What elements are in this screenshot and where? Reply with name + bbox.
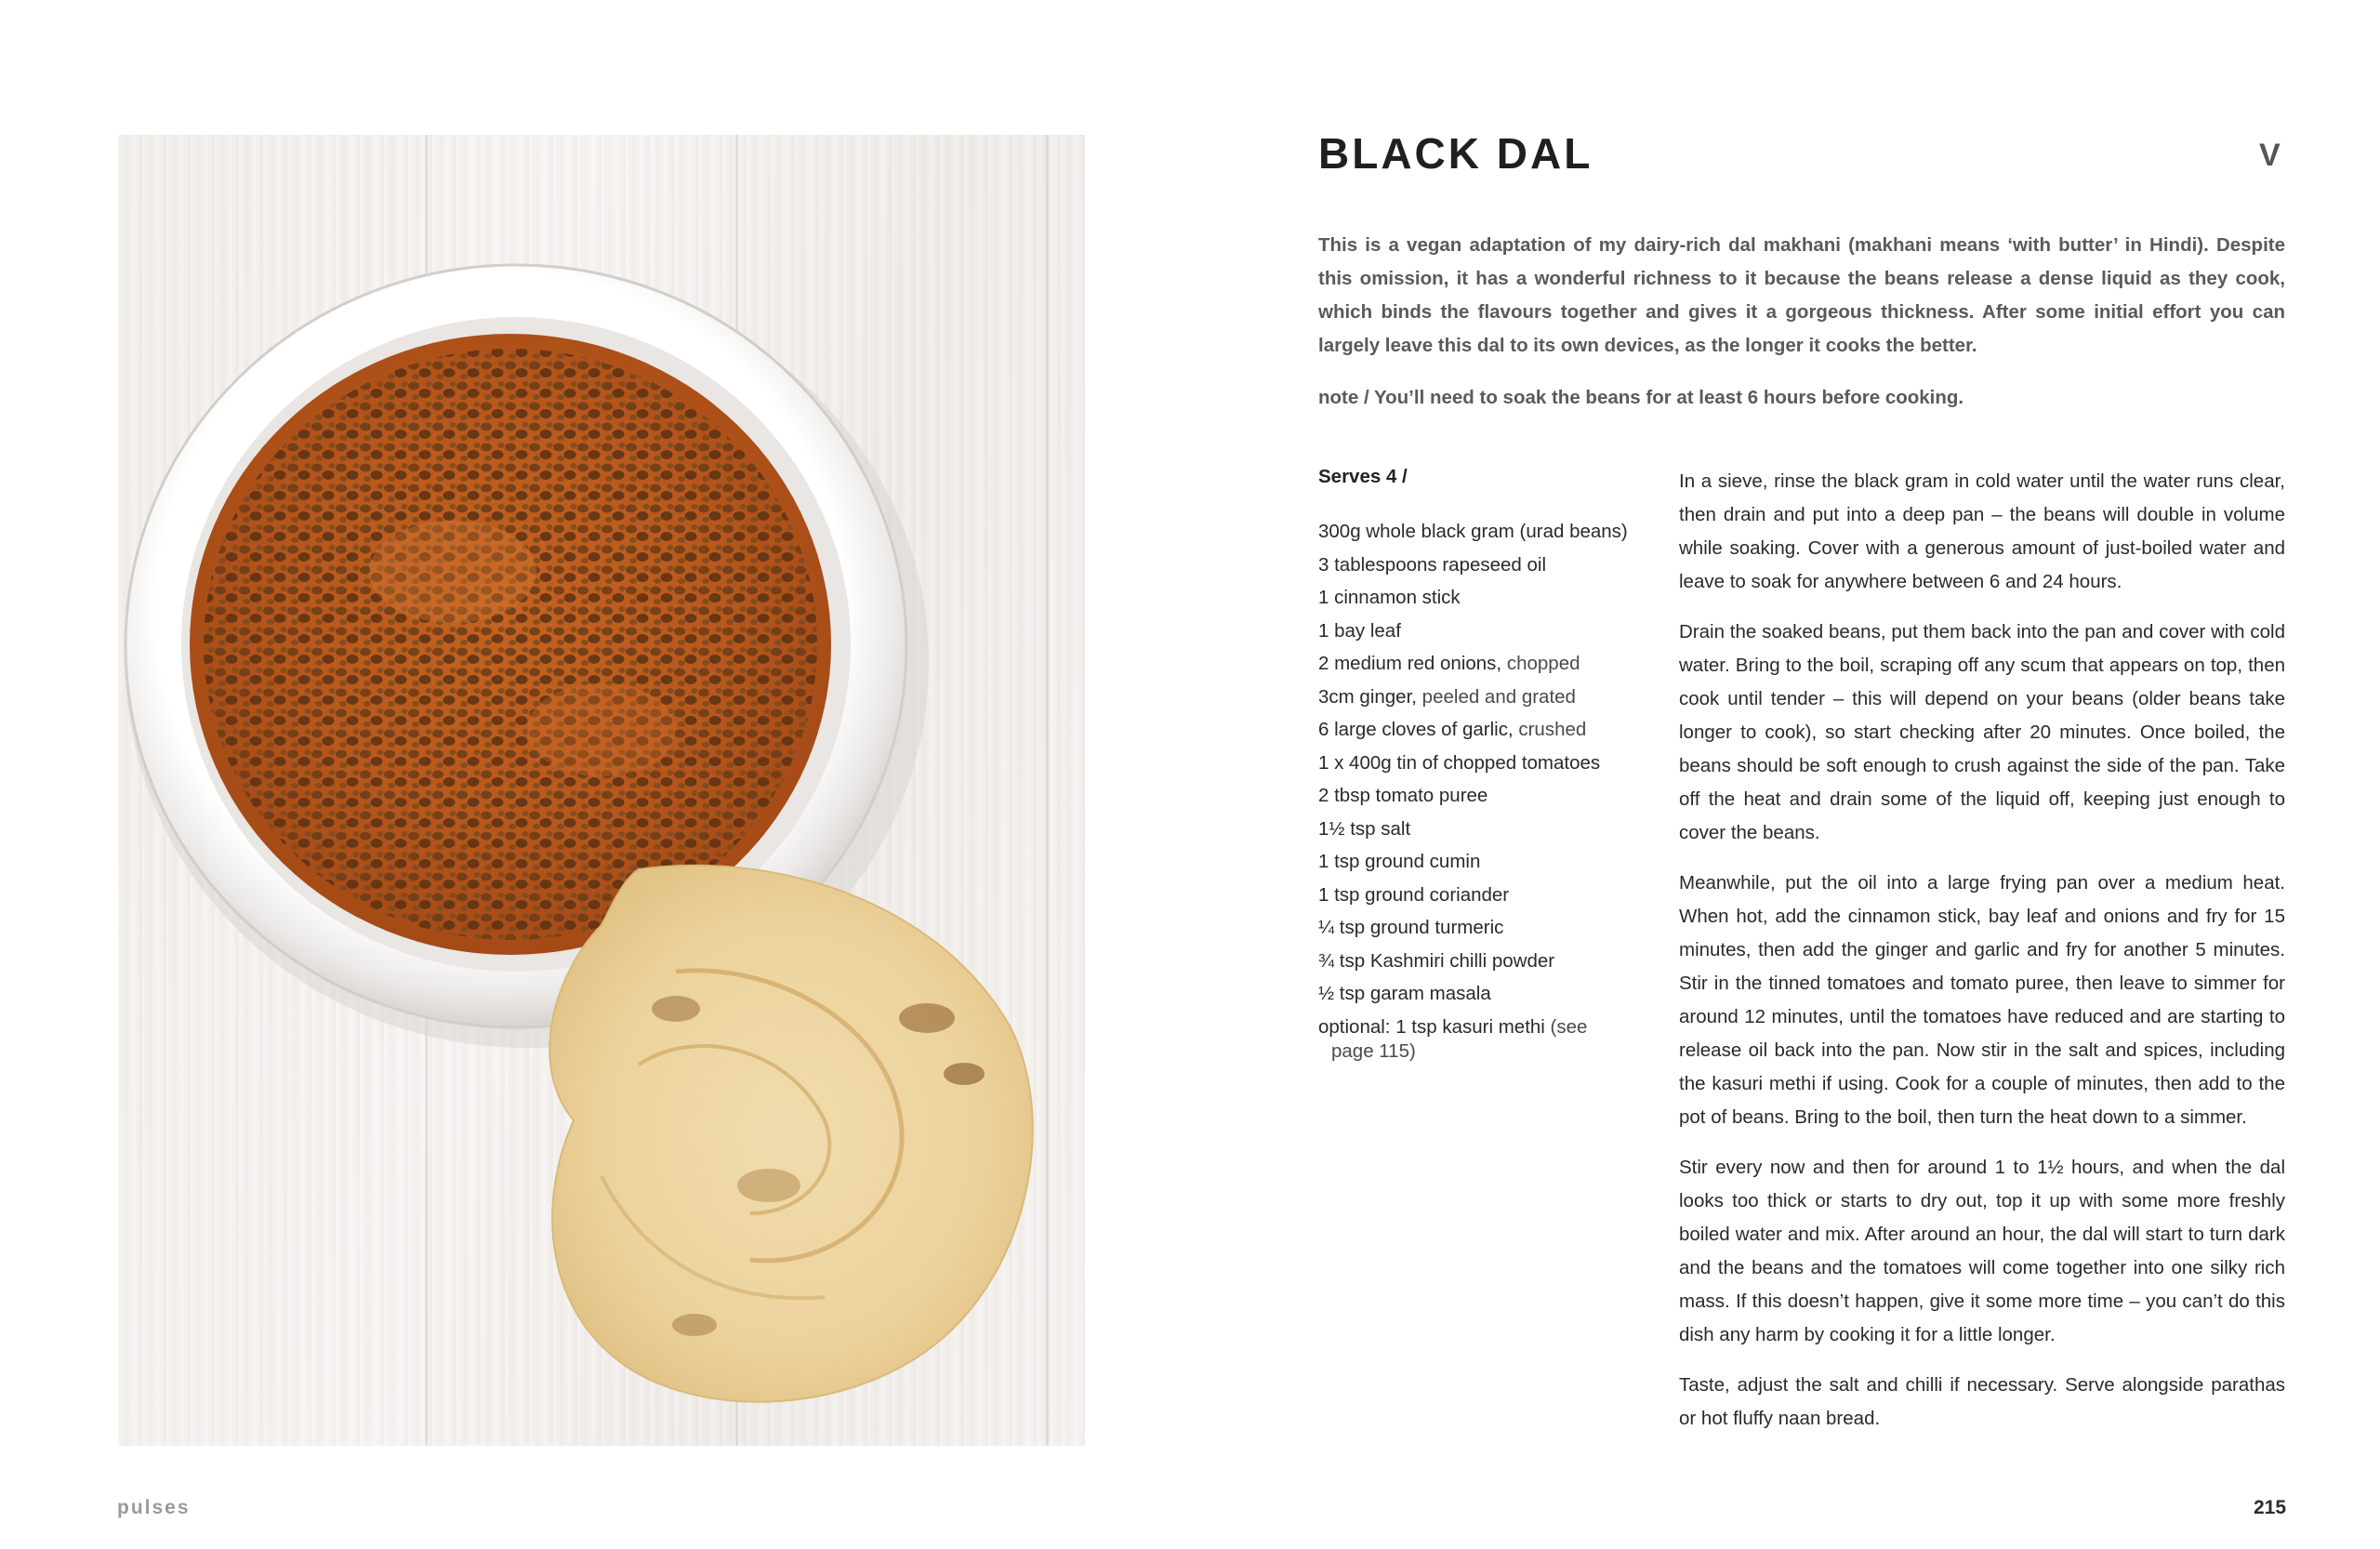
ingredient-item xyxy=(1318,977,1644,1011)
method-step: In a sieve, rinse the black gram in cold water until the water runs clear, then drain and put into a deep pan – the beans will double in volume while soaking. Cover with a generous amount of just-boiled water and leave to soak for anywhere between 6 and 24 hours. xyxy=(1679,470,2285,592)
ingredient-name: 3cm ginger, xyxy=(1318,685,1417,708)
ingredient-item xyxy=(1318,681,1644,714)
recipe-intro: This is a vegan adaptation of my dairy-rich dal makhani (makhani means ‘with butter’ in Hindi). Despite this omission, it has a wonderful richness to it because the beans release a dense liquid as they cook, which binds the flavours together and gives it a gorgeous thickness. After some initial effort you can largely leave this dal to its own devices, as the longer it cooks the better. xyxy=(1318,234,2285,356)
ingredient-item xyxy=(1318,615,1644,648)
method-steps xyxy=(1679,465,2285,1452)
ingredient-name: ¼ tsp ground turmeric xyxy=(1318,917,1504,938)
ingredient-item xyxy=(1318,549,1644,582)
vegan-mark: V xyxy=(2259,138,2281,173)
ingredient-prep: peeled and grated xyxy=(1416,685,1576,708)
ingredient-name: 1 bay leaf xyxy=(1318,619,1401,642)
ingredient-item xyxy=(1318,813,1644,846)
ingredient-prep: (see xyxy=(1544,1015,1588,1038)
recipe-title: BLACK DAL xyxy=(1318,129,1593,178)
dish-photo xyxy=(118,135,1085,1446)
method-step: Drain the soaked beans, put them back into the pan and cover with cold water. Bring to the boil, scraping off any scum that appears on top, then cook until tender – this will depend on your beans (older beans take longer to cook), so start checking after 20 minutes. Once boiled, the beans should be soft enough to crush against the side of the pan. Take off the heat and drain some of the liquid off, keeping just enough to cover the beans. xyxy=(1679,621,2285,843)
serves-label: Serves 4 / xyxy=(1318,466,1408,487)
page-number: 215 xyxy=(2254,1497,2287,1518)
ingredient-name: 1 cinnamon stick xyxy=(1318,587,1461,608)
ingredient-name: 1½ tsp salt xyxy=(1318,817,1411,840)
ingredient-name: 300g whole black gram (urad beans) xyxy=(1318,521,1628,542)
dal-lentils xyxy=(204,349,817,940)
recipe-note: note / You’ll need to soak the beans for at least 6 hours before cooking. xyxy=(1318,387,1964,408)
ingredient-item xyxy=(1318,845,1644,879)
ingredient-prep: crushed xyxy=(1513,719,1587,740)
ingredient-item xyxy=(1318,647,1644,681)
ingredient-item xyxy=(1318,1011,1644,1064)
ingredient-name: optional: 1 tsp kasuri methi xyxy=(1318,1015,1545,1038)
ingredient-item xyxy=(1318,879,1644,912)
ingredient-name: 6 large cloves of garlic, xyxy=(1318,719,1514,740)
method-step: Meanwhile, put the oil into a large frying pan over a medium heat. When hot, add the cinnamon stick, bay leaf and onions and fry for 15 minutes, then add the ginger and garlic and fry for another 5 minutes. Stir in the tinned tomatoes and tomato puree, then leave to simmer for around 12 minutes, until the tomatoes have reduced and are starting to release oil back into the pan. Now stir in the salt and spices, including the kasuri methi if using. Cook for a couple of minutes, then add to the pot of beans. Bring to the boil, then turn the heat down to a simmer. xyxy=(1679,872,2285,1128)
dish-illustration xyxy=(118,135,1085,1446)
paratha-bread xyxy=(549,866,1032,1402)
section-footer: pulses xyxy=(117,1497,191,1518)
ingredient-item xyxy=(1318,515,1644,549)
ingredient-name: 1 tsp ground cumin xyxy=(1318,851,1481,872)
ingredient-name: 1 tsp ground coriander xyxy=(1318,883,1510,906)
method-step: Taste, adjust the salt and chilli if necessary. Serve alongside parathas or hot fluffy naan bread. xyxy=(1679,1374,2285,1429)
ingredient-name: 2 medium red onions, xyxy=(1318,653,1502,674)
ingredient-item xyxy=(1318,581,1644,615)
ingredient-name: ½ tsp garam masala xyxy=(1318,983,1491,1004)
ingredient-name: 1 x 400g tin of chopped tomatoes xyxy=(1318,751,1601,774)
ingredient-list xyxy=(1318,515,1644,1064)
ingredient-item xyxy=(1318,779,1644,813)
ingredient-item xyxy=(1318,945,1644,978)
ingredient-item xyxy=(1318,911,1644,945)
ingredient-prep-continued: page 115) xyxy=(1331,1039,1416,1062)
ingredient-name: 3 tablespoons rapeseed oil xyxy=(1318,553,1547,576)
ingredient-name: 2 tbsp tomato puree xyxy=(1318,785,1488,806)
method-step: Stir every now and then for around 1 to 1½ hours, and when the dal looks too thick or starts to dry out, top it up with some more freshly boiled water and mix. After around an hour, the dal will start to turn dark and the beans and the tomatoes will come together into one silky rich mass. If this doesn’t happen, give it some more time – you can’t do this dish any harm by cooking it for a little longer. xyxy=(1679,1157,2285,1345)
ingredient-name: ¾ tsp Kashmiri chilli powder xyxy=(1318,949,1555,972)
ingredient-item xyxy=(1318,713,1644,747)
ingredient-item xyxy=(1318,747,1644,780)
ingredient-prep: chopped xyxy=(1501,653,1580,674)
